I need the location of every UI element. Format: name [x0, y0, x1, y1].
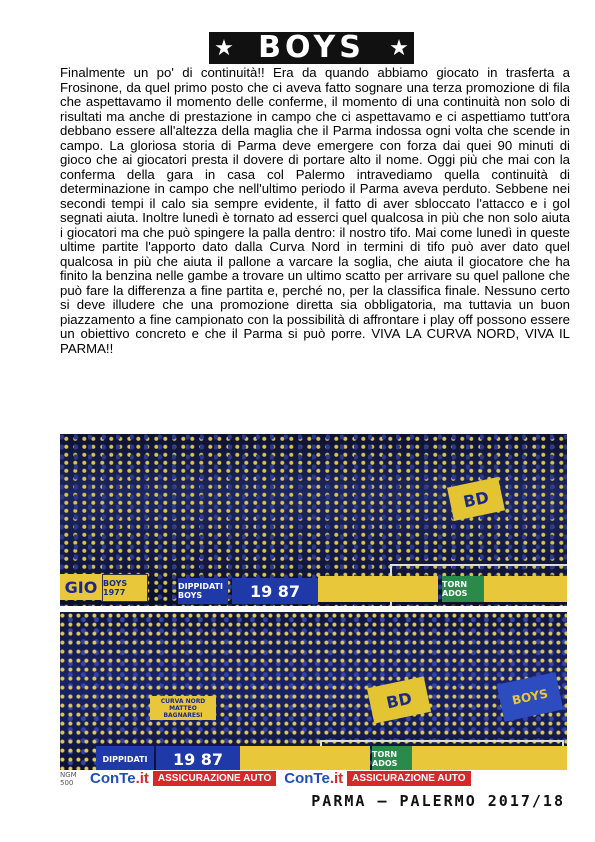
sponsor-small-label: NGM 500 — [60, 770, 77, 787]
banner: DIPPIDATI BOYS — [178, 578, 228, 604]
logo-text: BOYS — [258, 30, 365, 65]
banner: CURVA NORD MATTEO BAGNARESI — [150, 696, 216, 720]
sponsor-strip — [60, 770, 567, 787]
sponsor-tagline: ASSICURAZIONE AUTO — [153, 771, 276, 786]
banner — [412, 746, 567, 770]
banner: TORN ADOS — [442, 576, 484, 602]
match-title: PARMA – PALERMO 2017/18 — [311, 792, 565, 810]
star-icon: ★ — [214, 35, 234, 60]
curva-photo-bottom — [60, 612, 567, 770]
star-icon: ★ — [389, 35, 409, 60]
curva-photo-top — [60, 434, 567, 606]
banner — [318, 576, 438, 602]
banner: TORN ADOS — [372, 746, 412, 770]
article-body: Finalmente un po' di continuità!! Era da quando abbiamo giocato in trasferta a Frosinone, da quel primo posto che ci aveva fatto sognare una terza promozione di fila che aspettavamo il momento delle conferme, il momento di una continuità non solo di risultati ma anche di prestazione in campo che ci aspettavamo e ci aspettiamo tutt'ora debbano essere all'altezza della maglia che il Parma indossa ogni volta che scende in campo. La gloriosa storia di Parma deve emergere con forza dai quei 90 minuti di gioco che ai giocatori presta il dovere di portare alto il nome. Oggi più che mai con la conferma della gara in casa col Palermo intravediamo quella continuità di determinazione in campo che nell'ultimo periodo il Parma aveva perduto. Sebbene nei secondi tempi il calo sia sempre evidente, il fatto di aver sbloccato l'attacco e i gol segnati aiuta. Inoltre lunedì è tornato ad esserci quel qualcosa in più che non solo aiuta i giocatori ma che può spingere la palla dentro: il nostro tifo. Mai come lunedì in queste ultime partite l'apporto dato dalla Curva Nord in termini di tifo può aver dato quel qualcosa in più che aiuta il pallone a varcare la soglia, che aiuta il giocatore che ha finito la benzina nelle gambe a trovare un ultimo scatto per arrivare su quel pallone che può fare la differenza a fine partita e, perché no, per la classifica finale. Nessuno certo si deve illudere che una promozione diretta sia obbligatoria, ma tuttavia un buon piazzamento a fine campionato con la possibilità di affrontare i play off possono essere un obiettivo concreto e che il Parma si può porre. VIVA LA CURVA NORD, VIVA IL PARMA!! — [60, 65, 570, 356]
banner: GIO — [60, 574, 102, 600]
banner: DIPPIDATI — [96, 746, 154, 770]
banner — [240, 746, 370, 770]
boys-logo — [209, 32, 414, 64]
sponsor-tagline: ASSICURAZIONE AUTO — [347, 771, 470, 786]
curva-flag: BD — [447, 477, 505, 521]
sponsor-brand: ConTe.it — [284, 770, 344, 787]
banner — [484, 576, 567, 602]
banner: BOYS 1977 — [102, 574, 148, 602]
curva-flag: BOYS — [497, 672, 564, 722]
banner: 19 87 — [156, 746, 240, 770]
sponsor-brand: ConTe.it — [90, 770, 149, 787]
curva-flag: BD — [367, 676, 431, 723]
banner: 19 87 — [232, 578, 318, 604]
